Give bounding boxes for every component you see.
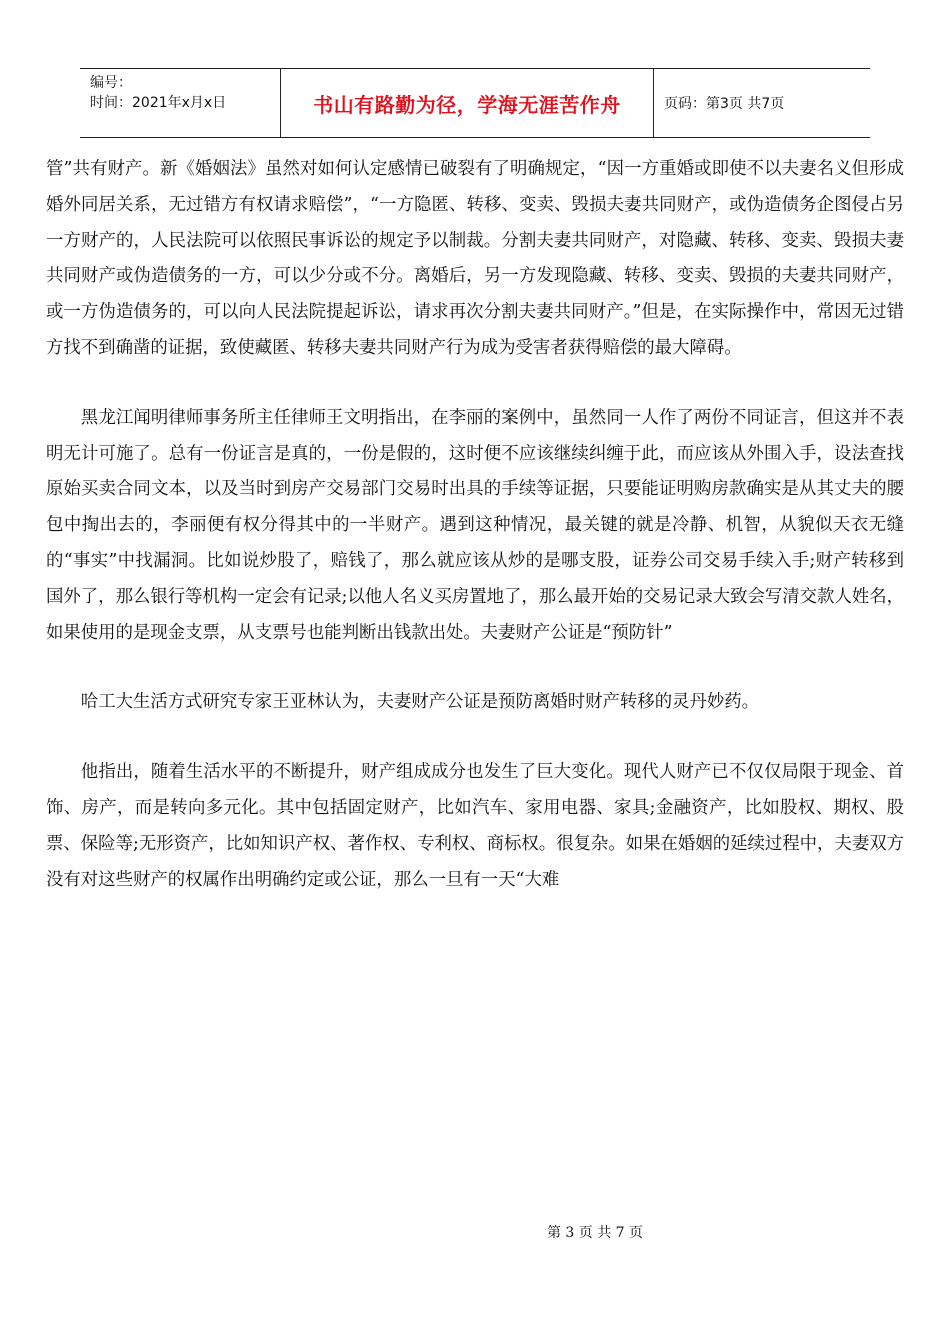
header-page-cell xyxy=(654,69,870,137)
header-page-info: 页码：第3页 共7页 xyxy=(664,96,785,112)
header-motto: 书山有路勤为径，学海无涯苦作舟 xyxy=(313,92,621,117)
footer-page-number: 第 3 页 共 7 页 xyxy=(546,1225,644,1241)
body-paragraph: 黑龙江闻明律师事务所主任律师王文明指出，在李丽的案例中，虽然同一人作了两份不同证言，但这并不表明无计可施了。总有一份证言是真的，一份是假的，这时便不应该继续纠缠于此，而应该从外围入手，设法查找原始买卖合同文本，以及当时到房产交易部门交易时出具的手续等证据，只要能证明购房款确实是从其丈夫的腰包中掏出去的，李丽便有权分得其中的一半财产。遇到这种情况，最关键的就是冷静、机智，从貌似天衣无缝的“事实”中找漏洞。比如说炒股了，赔钱了，那么就应该从炒的是哪支股，证券公司交易手续入手;财产转移到国外了，那么银行等机构一定会有记录;以他人名义买房置地了，那么最开始的交易记录大致会写清交款人姓名，如果使用的是现金支票，从支票号也能判断出钱款出处。夫妻财产公证是“预防针” xyxy=(46,407,905,643)
header-motto-cell xyxy=(281,69,654,137)
header-info-cell xyxy=(80,69,281,137)
page-header xyxy=(80,68,870,138)
body-paragraph: 哈工大生活方式研究专家王亚林认为，夫妻财产公证是预防离婚时财产转移的灵丹妙药。 xyxy=(80,692,760,713)
body-paragraph: 他指出，随着生活水平的不断提升，财产组成成分也发生了巨大变化。现代人财产已不仅仅局限于现金、首饰、房产，而是转向多元化。其中包括固定财产，比如汽车、家用电器、家具;金融资产，比如股权、期权、股票、保险等;无形资产，比如知识产权、著作权、专利权、商标权。很复杂。如果在婚姻的延续过程中，夫妻双方没有对这些财产的权属作出明确约定或公证，那么一旦有一天“大难 xyxy=(46,762,905,890)
page-footer xyxy=(0,1222,950,1242)
document-body xyxy=(46,152,904,898)
document-number-label: 编号： xyxy=(90,75,132,91)
document-time-label: 时间：2021年x月x日 xyxy=(90,95,227,111)
body-paragraph: 管”共有财产。新《婚姻法》虽然对如何认定感情已破裂有了明确规定，“因一方重婚或即使不以夫妻名义但形成婚外同居关系，无过错方有权请求赔偿”，“一方隐匿、转移、变卖、毁损夫妻共同财产，或伪造债务企图侵占另一方财产的，人民法院可以依照民事诉讼的规定予以制裁。分割夫妻共同财产，对隐藏、转移、变卖、毁损夫妻共同财产或伪造债务的一方，可以少分或不分。离婚后，另一方发现隐藏、转移、变卖、毁损的夫妻共同财产，或一方伪造债务的，可以向人民法院提起诉讼，请求再次分割夫妻共同财产。”但是，在实际操作中，常因无过错方找不到确凿的证据，致使藏匿、转移夫妻共同财产行为成为受害者获得赔偿的最大障碍。 xyxy=(46,159,904,358)
